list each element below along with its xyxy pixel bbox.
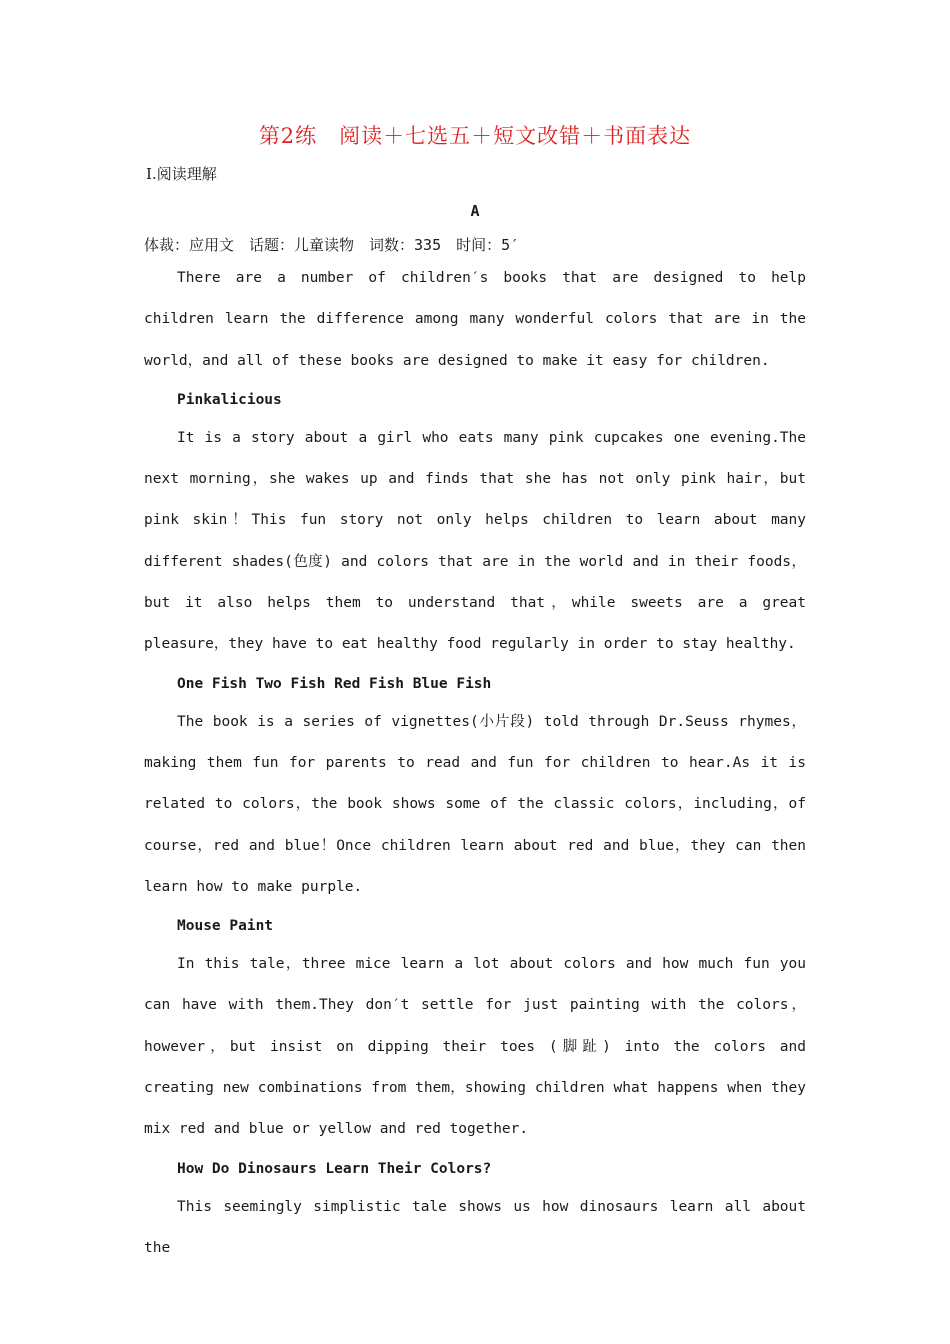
book-description-mouse-paint: In this tale，three mice learn a lot about colors and how much fun you can have with them.They don′t settle for just painting with the colors，however，but insist on dipping their toes (脚趾) into the colors and creating new combinations from them，showing children what happens when they mix red and blue or yellow and red together.	[144, 956, 806, 1138]
intro-paragraph: There are a number of children′s books that are designed to help children learn the difference among many wonderful colors that are in the world，and all of these books are designed to make it easy for children.	[144, 270, 806, 369]
book-description-one-fish: The book is a series of vignettes(小片段) told through Dr.Seuss rhymes，making them fun for parents to read and fun for children to hear.As it is related to colors，the book shows some of the classic colors，including，of course，red and blue！Once children learn about red and blue，they can then learn how to make purple.	[144, 713, 806, 895]
passage-meta: 体裁：应用文 话题：儿童读物 词数：335 时间：5′	[144, 236, 520, 254]
passage-body	[144, 258, 806, 1269]
page-title: 第2练 阅读＋七选五＋短文改错＋书面表达	[258, 124, 692, 148]
book-title-one-fish: One Fish Two Fish Red Fish Blue Fish	[177, 675, 492, 692]
book-title-mouse-paint: Mouse Paint	[177, 918, 274, 935]
book-title-pinkalicious: Pinkalicious	[177, 391, 282, 408]
book-description-dinosaurs: This seemingly simplistic tale shows us how dinosaurs learn all about the	[144, 1198, 806, 1256]
book-description-pinkalicious: It is a story about a girl who eats many pink cupcakes one evening.The next morning，she wakes up and finds that she has not only pink hair，but pink skin！This fun story not only helps children to learn about many different shades(色度) and colors that are in the world and in their foods，but it also helps them to understand that，while sweets are a great pleasure，they have to eat healthy food regularly in order to stay healthy.	[144, 429, 806, 653]
book-title-dinosaurs: How Do Dinosaurs Learn Their Colors?	[177, 1160, 492, 1177]
section-label: Ⅰ.阅读理解	[146, 165, 217, 183]
part-letter: A	[470, 202, 480, 220]
